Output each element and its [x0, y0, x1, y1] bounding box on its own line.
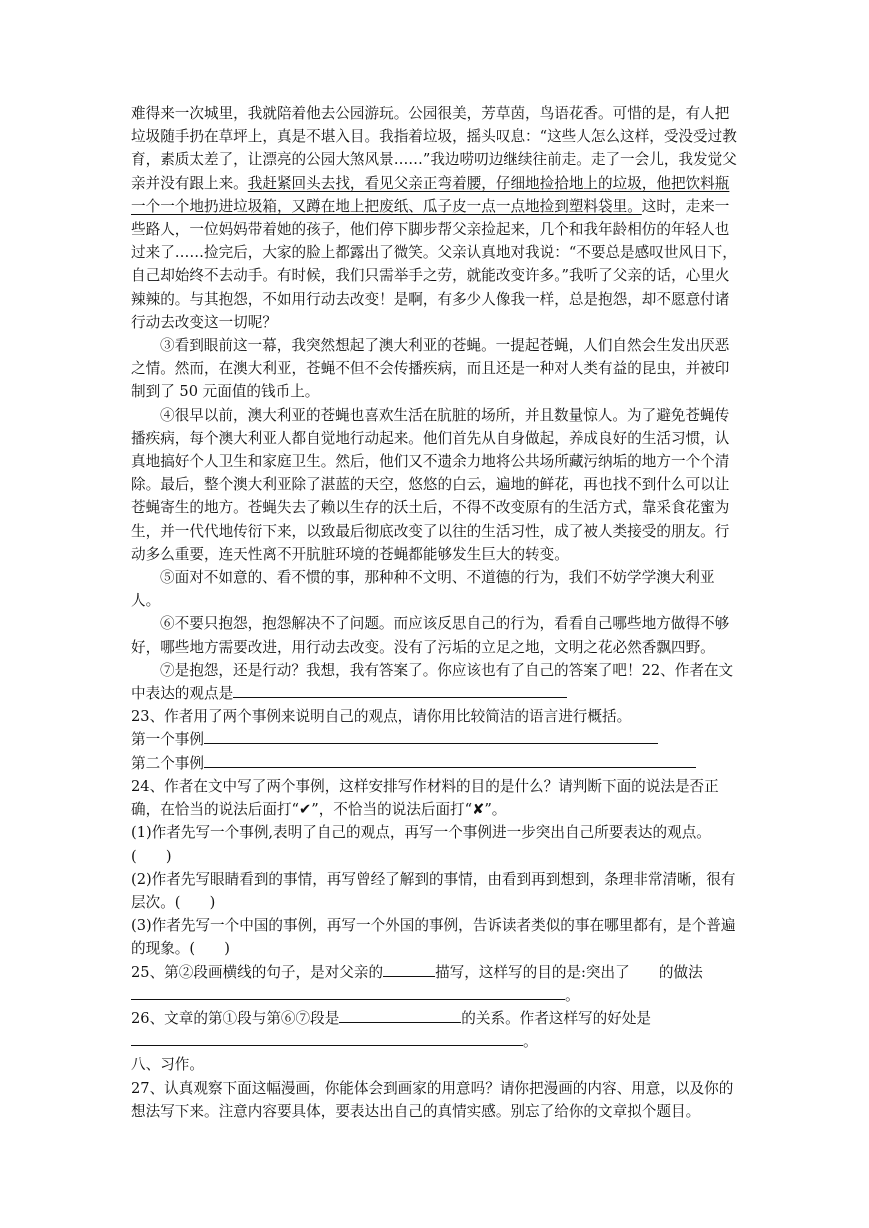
- q25-blank-2[interactable]: [131, 985, 565, 1000]
- q22-answer-blank[interactable]: [233, 683, 567, 698]
- paragraph-2: [131, 102, 743, 334]
- paragraph-7-text: ⑦是抱怨，还是行动？我想，我有答案了。你应该也有了自己的答案了吧！22、作者在文中表达的观点是: [131, 661, 734, 703]
- q24-text-c: ”。: [484, 801, 507, 819]
- paragraph-2-text-a: 难得来一次城里，我就陪着他去公园游玩。公园很美，芳草茵，鸟语花香。可惜的是，有人把垃圾随手扔在草坪上，真是不堪入目。我指着垃圾，摇头叹息：“这些人怎么这样，受没受过教育，素质太差了，让漂亮的公园大煞风景……”我边唠叨边继续往前走。走了一会儿，我发觉父亲并没有跟上来。: [131, 105, 737, 192]
- question-26: [131, 1007, 743, 1053]
- q26-blank-1[interactable]: [339, 1008, 461, 1023]
- q23-example-2: [131, 752, 743, 775]
- q26-blank-2[interactable]: [131, 1031, 523, 1046]
- section-8-heading: 八、习作。: [131, 1056, 204, 1074]
- q24-option-2: (2)作者先写眼睛看到的事情，再写曾经了解到的事情，由看到再到想到，条理非常清晰，很有层次。( ): [131, 870, 736, 911]
- cross-mark-icon: ✘: [472, 801, 485, 819]
- q26-text-b: 的关系。作者这样写的好处是: [461, 1009, 652, 1027]
- q23-example-1-label: 第一个事例: [131, 731, 204, 749]
- document-page: [131, 102, 743, 1123]
- underlined-sentence: 我赶紧回头去找，看见父亲正弯着腰，仔细地捡拾地上的垃圾，他把饮料瓶一个一个地扔进垃圾箱，又蹲在地上把废纸、瓜子皮一点一点地捡到塑料袋里。: [131, 174, 730, 215]
- q23-example-1: [131, 728, 743, 751]
- check-mark-icon: ✔: [299, 801, 312, 819]
- q25-end: 。: [565, 986, 580, 1004]
- q23-example-1-blank[interactable]: [204, 729, 658, 744]
- q26-end: 。: [523, 1033, 538, 1051]
- q25-blank-1[interactable]: [383, 962, 435, 977]
- question-24: [131, 775, 743, 821]
- q23-example-2-label: 第二个事例: [131, 754, 204, 772]
- q25-text-a: 25、第②段画横线的句子，是对父亲的: [131, 963, 384, 981]
- q24-option-3: (3)作者先写一个中国的事例，再写一个外国的事例，告诉读者类似的事在哪里都有，是个普遍的现象。( ): [131, 917, 736, 958]
- paragraph-3: ③看到眼前这一幕，我突然想起了澳大利亚的苍蝇。一提起苍蝇，人们自然会生发出厌恶之情。然而，在澳大利亚，苍蝇不但不会传播疾病，而且还是一种对人类有益的昆虫，并被印制到了 50 元面值的钱币上。: [131, 337, 730, 401]
- paragraph-6: ⑥不要只抱怨，抱怨解决不了问题。而应该反思自己的行为，看看自己哪些地方做得不够好，哪些地方需要改进，用行动去改变。没有了污垢的立足之地，文明之花必然香飘四野。: [131, 615, 730, 656]
- paragraph-5: ⑤面对不如意的、看不惯的事，那种种不文明、不道德的行为，我们不妨学学澳大利亚人。: [131, 569, 715, 610]
- paragraph-4: ④很早以前，澳大利亚的苍蝇也喜欢生活在肮脏的场所，并且数量惊人。为了避免苍蝇传播疾病，每个澳大利亚人都自觉地行动起来。他们首先从自身做起，养成良好的生活习惯，认真地搞好个人卫生和家庭卫生。然后，他们又不遗余力地将公共场所藏污纳垢的地方一个个清除。最后，整个澳大利亚除了湛蓝的天空，悠悠的白云，遍地的鲜花，再也找不到什么可以让苍蝇寄生的地方。苍蝇失去了赖以生存的沃土后，不得不改变原有的生活方式，靠采食花蜜为生，并一代代地传衍下来，以致最后彻底改变了以往的生活习性，成了被人类接受的朋友。行动多么重要，连天性离不开肮脏环境的苍蝇都能够发生巨大的转变。: [131, 406, 730, 563]
- question-25: [131, 961, 743, 1007]
- q25-text-b: 描写，这样写的目的是:突出了 的做法: [435, 963, 703, 981]
- q24-text-b: ”，不恰当的说法后面打“: [311, 801, 473, 819]
- paragraph-2-text-b: 这时，走来一些路人，一位妈妈带着她的孩子，他们停下脚步帮父亲捡起来，几个和我年龄相仿的年轻人也过来了……捡完后，大家的脸上都露出了微笑。父亲认真地对我说：“不要总是感叹世风日下，自己却始终不去动手。有时候，我们只需举手之劳，就能改变许多。”我听了父亲的话，心里火辣辣的。与其抱怨，不如用行动去改变！是啊，有多少人像我一样，总是抱怨，却不愿意付诸行动去改变这一切呢？: [131, 197, 737, 331]
- question-23: 23、作者用了两个事例来说明自己的观点，请你用比较简洁的语言进行概括。: [131, 708, 632, 726]
- q26-text-a: 26、文章的第①段与第⑥⑦段是: [131, 1009, 340, 1027]
- q24-text-a: 24、作者在文中写了两个事例，这样安排写作材料的目的是什么？请判断下面的说法是否正确，在恰当的说法后面打“: [131, 777, 719, 819]
- q23-example-2-blank[interactable]: [204, 753, 696, 768]
- paragraph-7: [131, 659, 743, 705]
- question-27: 27、认真观察下面这幅漫画，你能体会到画家的用意吗？请你把漫画的内容、用意，以及你的想法写下来。注意内容要具体，要表达出自己的真情实感。别忘了给你的文章拟个题目。: [131, 1079, 734, 1120]
- q24-option-1: (1)作者先写一个事例,表明了自己的观点，再写一个事例进一步突出自己所要表达的观点。( ): [131, 824, 711, 865]
